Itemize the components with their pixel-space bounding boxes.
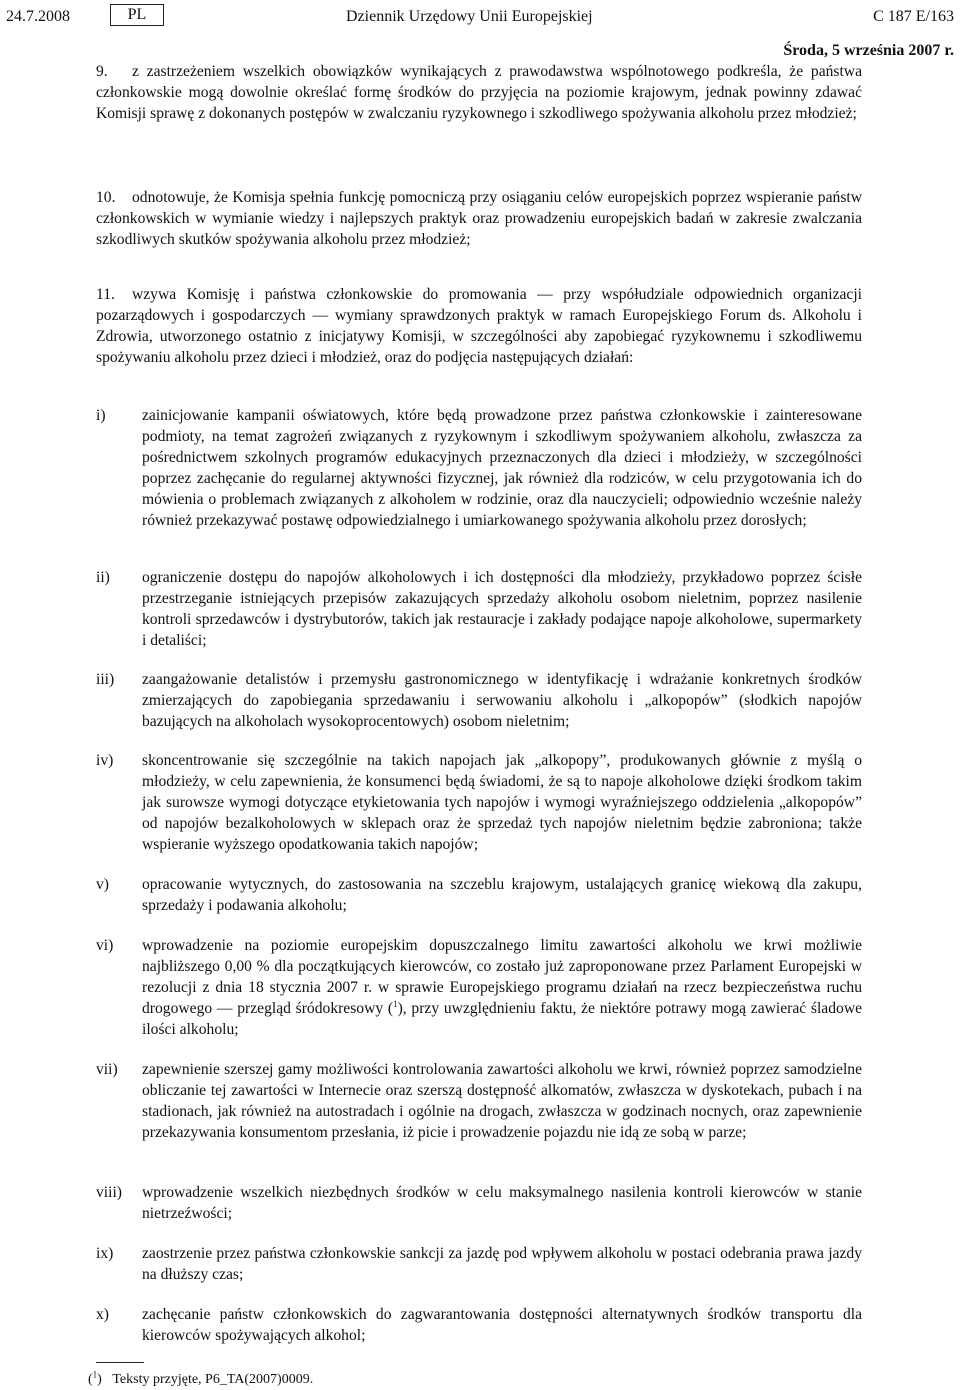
list-item-label: vi) xyxy=(96,937,114,954)
list-item-ix xyxy=(96,1243,862,1285)
page-header xyxy=(0,6,960,28)
list-item-label: viii) xyxy=(96,1184,122,1201)
language-code-box: PL xyxy=(110,4,164,26)
footnote-reference[interactable]: 1 xyxy=(393,998,398,1009)
paragraph-text: wzywa Komisję i państwa członkowskie do promowania — przy współudziale odpowiednich organizacji pozarządowych i gospodarczych — wymiany sprawdzonych praktyk w ramach Europejskiego Forum ds. Alkoholu i Zdrowia, utworzonego ostatnio z inicjatywy Komisji, w szczególności aby zapobiegać ryzykownemu i szkodliwemu spożywaniu alkoholu przez dzieci i młodzież, oraz do podjęcia następujących działań: xyxy=(96,286,862,366)
list-item-text: skoncentrowanie się szczególnie na takich napojach jak „alkopopy”, produkowanych głównie z myślą o młodzieży, w celu zapewnienia, że konsumenci będą świadomi, że są to napoje alkoholowe dzięki środkom takim jak surowsze wymogi dotyczące etykietowania tych napojów i wymogi wyraźniejszego oddzielenia „alkopopów” od napojów bezalkoholowych w sklepach oraz że sprzedaż tych napojów nieletnim będzie zabroniona; także wspieranie wyższego opodatkowania takich napojów; xyxy=(142,752,862,853)
paragraph-number: 11. xyxy=(96,286,115,303)
footnote-text: Teksty przyjęte, P6_TA(2007)0009. xyxy=(112,1372,314,1387)
list-item-label: vii) xyxy=(96,1061,118,1078)
list-item-text: zaangażowanie detalistów i przemysłu gastronomicznego w identyfikację i wdrażanie konkretnych środków zmierzających do zapobiegania sprzedawaniu i serwowaniu alkoholu i „alkopopów” (słodkich napojów bazujących na alkoholach wysokoprocentowych) osobom nieletnim; xyxy=(142,671,862,730)
session-date: Środa, 5 września 2007 r. xyxy=(783,42,954,59)
footnote-marker: 1 xyxy=(92,1369,98,1380)
list-item-iii xyxy=(96,669,862,732)
list-item-text: opracowanie wytycznych, do zastosowania na szczeblu krajowym, ustalających granicę wiekową dla zakupu, sprzedaży i podawania alkoholu; xyxy=(142,876,862,914)
journal-reference: C 187 E/163 xyxy=(873,8,954,25)
list-item-i xyxy=(96,405,862,531)
list-item-label: x) xyxy=(96,1306,109,1323)
list-item-label: ix) xyxy=(96,1245,114,1262)
journal-title: Dziennik Urzędowy Unii Europejskiej xyxy=(346,8,593,25)
list-item-ii xyxy=(96,567,862,651)
paragraph-text: z zastrzeżeniem wszelkich obowiązków wynikających z prawodawstwa wspólnotowego podkreśla, że państwa członkowskie mogą dowolnie określać formę środków do przyjęcia na poziomie krajowym, jednak powinny zdawać Komisji sprawę z dokonanych postępów w zwalczaniu ryzykownego i szkodliwego spożywania alkoholu przez młodzież; xyxy=(96,63,862,122)
paragraph-number: 10. xyxy=(96,189,116,206)
list-item-text-end: ), przy uwzględnieniu faktu, że niektóre potrawy mogą zawierać śladowe ilości alkoholu; xyxy=(142,1000,863,1038)
paragraph-10 xyxy=(96,187,862,250)
list-item-label: ii) xyxy=(96,569,110,586)
publication-date: 24.7.2008 xyxy=(6,8,70,25)
list-item-text: zachęcanie państw członkowskich do zagwarantowania dostępności alternatywnych środków transportu dla kierowców spożywających alkohol; xyxy=(142,1306,862,1344)
footnote xyxy=(88,1371,313,1388)
paragraph-11 xyxy=(96,284,862,368)
list-item-label: iv) xyxy=(96,752,114,769)
list-item-text: wprowadzenie wszelkich niezbędnych środków w celu maksymalnego nasilenia kontroli kierowców w stanie nietrzeźwości; xyxy=(142,1184,862,1222)
footnote-divider xyxy=(96,1362,144,1363)
list-item-text xyxy=(142,935,862,1040)
list-item-v xyxy=(96,874,862,916)
list-item-text-start: wprowadzenie na poziomie europejskim dopuszczalnego limitu zawartości alkoholu we krwi możliwie najbliższego 0,00 % dla początkujących kierowców, co zostało już zaproponowane przez Parlament Europejski w rezolucji z dnia 18 stycznia 2007 r. w sprawie Europejskiego programu działań na rzecz bezpieczeństwa ruchu drogowego — przegląd śródokresowy ( xyxy=(142,937,862,1017)
list-item-vi xyxy=(96,935,862,1040)
list-item-vii xyxy=(96,1059,862,1143)
paragraph-text: odnotowuje, że Komisja spełnia funkcję pomocniczą przy osiąganiu celów europejskich poprzez wspieranie państw członkowskich w wymianie wiedzy i najlepszych praktyk oraz prowadzeniu europejskich badań w zakresie zwalczania szkodliwych skutków spożywania alkoholu przez młodzież; xyxy=(96,189,862,248)
list-item-x xyxy=(96,1304,862,1346)
list-item-label: v) xyxy=(96,876,109,893)
list-item-label: i) xyxy=(96,407,106,424)
list-item-text: zaostrzenie przez państwa członkowskie sankcji za jazdę pod wpływem alkoholu w postaci odebrania prawa jazdy na dłuższy czas; xyxy=(142,1245,862,1283)
list-item-text: zapewnienie szerszej gamy możliwości kontrolowania zawartości alkoholu we krwi, również poprzez samodzielne obliczanie tej zawartości w Internecie oraz szerszą dostępność alkomatów, zwłaszcza w dyskotekach, pubach i na stadionach, jak również na autostradach i ogólnie na drogach, zwłaszcza w godzinach nocnych, oraz zapewnienie przekazywania konsumentom przesłania, iż picie i prowadzenie pojazdu nie idą ze sobą w parze; xyxy=(142,1061,862,1141)
list-item-text: zainicjowanie kampanii oświatowych, które będą prowadzone przez państwa członkowskie i zainteresowane podmioty, na temat zagrożeń związanych z ryzykownym i szkodliwym spożywaniem alkoholu, zwłaszcza za pośrednictwem szkolnych programów edukacyjnych przeznaczonych dla dzieci i młodzieży, w szczególności poprzez zachęcanie do regularnej aktywności fizycznej, jak również dla rodziców, w celu przygotowania ich do mówienia o problemach związanych z alkoholem w rodzinie, oraz dla nauczycieli; odpowiednio wcześnie należy również przekazywać postawę odpowiedzialnego i umiarkowanego spożywania alkoholu przez dorosłych; xyxy=(142,407,862,529)
paragraph-9 xyxy=(96,61,862,124)
footnote-close: ) xyxy=(97,1372,102,1387)
paragraph-number: 9. xyxy=(96,63,108,80)
list-item-iv xyxy=(96,750,862,855)
list-item-label: iii) xyxy=(96,671,115,688)
list-item-viii xyxy=(96,1182,862,1224)
list-item-text: ograniczenie dostępu do napojów alkoholowych i ich dostępności dla młodzieży, przykładowo poprzez ścisłe przestrzeganie istniejących przepisów zakazujących sprzedaży alkoholu osobom nieletnim, poprzez nasilenie kontroli sprzedawców i dystrybutorów, takich jak restauracje i zakłady podające napoje alkoholowe, supermarkety i detaliści; xyxy=(142,569,862,649)
footnote-open: ( xyxy=(88,1372,93,1387)
